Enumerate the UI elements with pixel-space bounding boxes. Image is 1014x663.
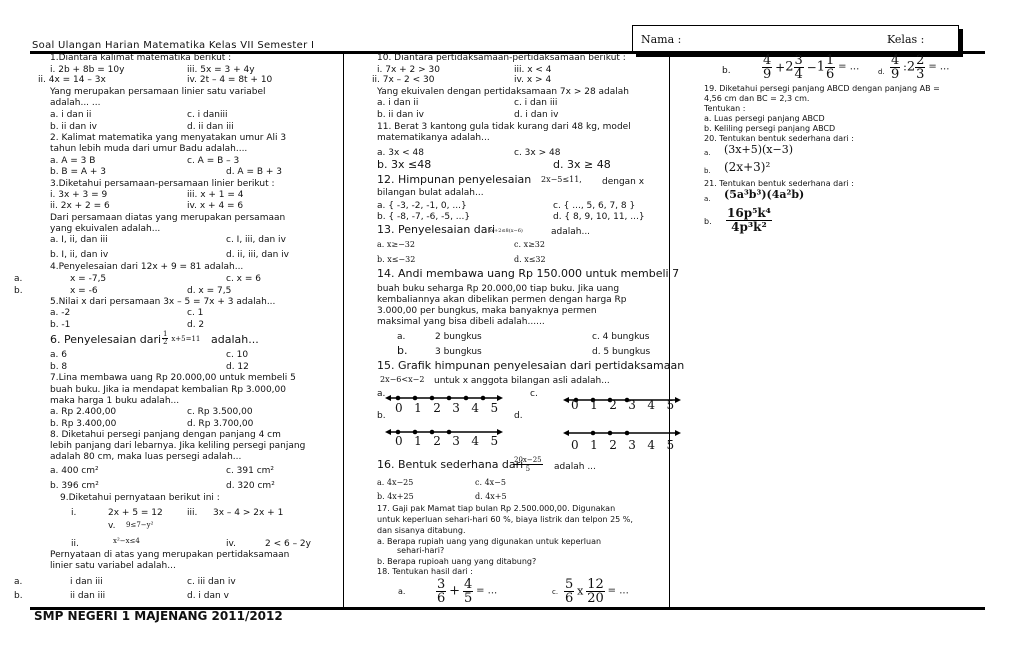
q10-stem-2: Yang ekuivalen dengan pertidaksamaan 7x > 28 adalah [377, 87, 629, 97]
q4-a-letter: a. [14, 274, 23, 284]
q18d-d1: 9 [891, 67, 900, 82]
numberline-d-labels [571, 440, 674, 450]
q18b-d2: 4 [794, 67, 803, 82]
q14-a-letter: a. [397, 332, 406, 342]
q7-a: a. Rp 2.400,00 [50, 407, 117, 417]
nl-a-2: 2 [433, 401, 441, 415]
q2-a: a. A = 3 B [50, 156, 96, 166]
q1-opt-iii: iii. 5x = 3 + 4y [187, 65, 255, 75]
nl-d-3: 3 [628, 438, 636, 452]
q18c-n2: 12 [587, 577, 604, 592]
q10-b: b. ii dan iv [377, 110, 424, 120]
q16-a: a. 4x−25 [377, 478, 414, 487]
q3-opt-ii: ii. 2x + 2 = 6 [50, 201, 110, 211]
nl-b-3: 3 [452, 434, 460, 448]
q21b-num: 16p⁵k⁴ [727, 206, 771, 220]
q18a-n1: 3 [437, 577, 446, 592]
q18a-op: + [449, 583, 461, 599]
name-label: Nama : [641, 33, 682, 46]
q18-b-expr: $\frac{4}{9}$ +2 $\frac{3}{4}$ −1 $\frac{1}{6}$ = ... [763, 53, 860, 82]
q18b-n3: 1 [826, 53, 835, 68]
column-divider-2 [669, 54, 670, 607]
q6-a: a. 6 [50, 350, 67, 360]
q18a-d1: 6 [437, 591, 446, 606]
q12-c: c. { ..., 5, 6, 7, 8 } [553, 201, 636, 211]
q5-d: d. 2 [187, 320, 205, 330]
q4-b: x = -6 [70, 286, 98, 296]
q8-b: b. 396 cm² [50, 481, 99, 491]
nl-a-0: 0 [395, 401, 403, 415]
nl-d-2: 2 [609, 438, 617, 452]
q10-stem: 10. Diantara pertidaksamaan-pertidaksamaan berikut : [377, 53, 626, 63]
q1-c: c. i daniii [187, 110, 228, 120]
q13-c: c. x≥32 [514, 240, 545, 249]
q18-c-letter: c. [552, 588, 559, 596]
q2-b: b. B = A + 3 [50, 167, 107, 177]
q4-c: c. x = 6 [226, 274, 261, 284]
q21-a-expr: (5a³b³)(4a²b) [724, 188, 805, 201]
numberline-c-labels [571, 400, 674, 410]
nl-d-4: 4 [647, 438, 656, 452]
q16-stem-2: adalah ... [554, 462, 596, 472]
q8-d: d. 320 cm² [226, 481, 275, 491]
q14-stem-5: maksimal yang bisa dibeli adalah...... [377, 317, 545, 327]
nl-b-1: 1 [414, 434, 422, 448]
q15-inequality: 2x−6<x−2 [380, 375, 425, 384]
q19-a: a. Luas persegi panjang ABCD [704, 114, 825, 123]
q11-a: a. 3x < 48 [377, 148, 425, 158]
q16-fraction [513, 456, 543, 473]
q10-a: a. i dan ii [377, 98, 419, 108]
q17-a: a. Berapa rupiah uang yang digunakan untuk keperluan [377, 537, 602, 546]
nl-d-5: 5 [666, 438, 675, 452]
q6-frac-den: 2 [163, 338, 168, 346]
q19-stem: 19. Diketahui persegi panjang ABCD dengan panjang AB = [704, 84, 940, 93]
q13-inequality: 6x+2≤8(x−6) [488, 228, 523, 234]
q9-iii: 3x – 4 > 2x + 1 [213, 508, 284, 518]
q20-a-expr: (3x+5)(x−3) [724, 143, 794, 156]
nl-c-2: 2 [609, 398, 617, 412]
q14-stem-4: 3.000,00 per bungkus, maka banyaknya permen [377, 306, 597, 316]
q13-b: b. x≤−32 [377, 255, 416, 264]
q8-stem-2: lebih panjang dari lebarnya. Jika keliling persegi panjang [50, 441, 306, 451]
q14-stem: 14. Andi membawa uang Rp 150.000 untuk membeli 7 [377, 267, 680, 280]
q18c-d2: 20 [587, 591, 604, 606]
q7-stem-3: maka harga 1 buku adalah... [50, 396, 180, 406]
nl-d-0: 0 [571, 438, 579, 452]
q11-c: c. 3x > 48 [514, 148, 561, 158]
q2-c: c. A = B – 3 [187, 156, 240, 166]
q4-b-letter: b. [14, 286, 23, 296]
q17-stem-3: dan sisanya ditabung. [377, 526, 466, 535]
q9-stem-3: linier satu variabel adalah... [50, 561, 176, 571]
q5-stem: 5.Nilai x dari persamaan 3x – 5 = 7x + 3 adalah... [50, 297, 276, 307]
q14-c: c. 4 bungkus [592, 332, 650, 342]
class-label: Kelas : [887, 33, 925, 46]
numberline-b-labels [395, 436, 498, 446]
q14-a: 2 bungkus [435, 332, 482, 342]
q9-ii-num: ii. [71, 539, 79, 549]
q21-a-letter: a. [704, 195, 711, 203]
q14-stem-2: buah buku seharga Rp 20.000,00 tiap buku. Jika uang [377, 284, 620, 294]
q3-opt-iii: iii. x + 1 = 4 [187, 190, 244, 200]
q18b-n1: 4 [763, 53, 772, 68]
q9-d: d. i dan v [187, 591, 229, 601]
q20-b-letter: b. [704, 167, 711, 175]
q18c-n1: 5 [565, 577, 574, 592]
q6-equation [162, 331, 200, 346]
q12-b: b. { -8, -7, -6, -5, ...} [377, 212, 471, 222]
q1-opt-i: i. 2b + 8b = 10y [50, 65, 125, 75]
q15-b: b. [377, 411, 386, 421]
q9-iv-num: iv. [226, 539, 236, 549]
q12-stem: 12. Himpunan penyelesaian [377, 173, 532, 186]
nl-a-3: 3 [452, 401, 460, 415]
q16-b: b. 4x+25 [377, 492, 414, 501]
q9-i-num: i. [71, 508, 77, 518]
nl-c-0: 0 [571, 398, 579, 412]
q17-stem: 17. Gaji pak Mamat tiap bulan Rp 2.500.000,00. Digunakan [377, 504, 616, 513]
q1-b: b. ii dan iv [50, 122, 97, 132]
q18-b-letter: b. [722, 66, 731, 76]
q18b-n2: 3 [794, 53, 803, 68]
q9-iv: 2 < 6 – 2y [265, 539, 311, 549]
q16-c: c. 4x−5 [475, 478, 506, 487]
q1-opt-ii: ii. 4x = 14 – 3x [38, 75, 106, 85]
q15-a: a. [377, 389, 386, 399]
q3-d: d. ii, iii, dan iv [226, 250, 289, 260]
column-divider-1 [343, 54, 344, 607]
q19-stem-3: Tentukan : [704, 104, 746, 113]
name-class-box [632, 25, 959, 53]
q17-b: b. Berapa rupioah uang yang ditabung? [377, 557, 537, 566]
nl-b-0: 0 [395, 434, 403, 448]
q18a-d2: 5 [463, 591, 473, 606]
document-title: Soal Ulangan Harian Matematika Kelas VII Semester I [32, 40, 315, 51]
q6-d: d. 12 [226, 362, 249, 372]
q1-d: d. ii dan iii [187, 122, 234, 132]
nl-c-1: 1 [590, 398, 598, 412]
q9-v: 9≤7−y² [126, 521, 154, 529]
q8-c: c. 391 cm² [226, 466, 275, 476]
q3-c: c. I, iii, dan iv [226, 235, 286, 245]
q14-b-letter: b. [397, 344, 408, 357]
q9-b: ii dan iii [70, 591, 106, 601]
q15-stem: 15. Grafik himpunan penyelesaian dari pertidaksamaan [377, 359, 685, 372]
q14-stem-3: kembaliannya akan dibelikan permen dengan harga Rp [377, 295, 627, 305]
q5-b: b. -1 [50, 320, 71, 330]
q12-inequality: 2x−5≤11, [541, 175, 582, 184]
q18a-equals: = ... [476, 585, 498, 597]
q6-frac-num: 1 [163, 330, 168, 338]
q3-stem-2: Dari persamaan diatas yang merupakan persamaan [50, 213, 286, 223]
q6-stem: 6. Penyelesaian dari [50, 333, 162, 346]
q7-d: d. Rp 3.700,00 [187, 419, 254, 429]
q9-stem: 9.Diketahui pernyataan berikut ini : [60, 493, 220, 503]
q6-b: b. 8 [50, 362, 68, 372]
q9-b-letter: b. [14, 591, 23, 601]
q12-stem-2: bilangan bulat adalah... [377, 188, 484, 198]
q18a-n2: 4 [463, 577, 473, 592]
q10-opt-i: i. 7x + 2 > 30 [377, 65, 440, 75]
q15-c: c. [530, 389, 538, 399]
q20-a-letter: a. [704, 149, 711, 157]
q1-stem-3: adalah... ... [50, 98, 101, 108]
q1-a: a. i dan ii [50, 110, 92, 120]
q2-stem-2: tahun lebih muda dari umur Badu adalah.... [50, 144, 248, 154]
nl-a-5: 5 [490, 401, 499, 415]
q7-c: c. Rp 3.500,00 [187, 407, 253, 417]
q19-stem-2: 4,56 cm dan BC = 2,3 cm. [704, 94, 810, 103]
q15-stem-2: untuk x anggota bilangan asli adalah... [434, 376, 610, 386]
q12-a: a. { -3, -2, -1, 0, ...} [377, 201, 467, 211]
q18d-d2: 3 [916, 67, 925, 82]
q18c-d1: 6 [565, 591, 574, 606]
q18b-d1: 9 [763, 67, 772, 82]
q7-stem: 7.Lina membawa uang Rp 20.000,00 untuk membeli 5 [50, 373, 296, 383]
q21-stem: 21. Tentukan bentuk sederhana dari : [704, 179, 854, 188]
q10-opt-iv: iv. x > 4 [514, 75, 552, 85]
nl-c-3: 3 [628, 398, 636, 412]
q18-a-expr [436, 578, 497, 605]
q2-d: d. A = B + 3 [226, 167, 283, 177]
q18d-n1: 4 [891, 53, 900, 68]
nl-a-4: 4 [471, 401, 480, 415]
nl-d-1: 1 [590, 438, 598, 452]
q18-c-expr [564, 578, 629, 605]
q11-d: d. 3x ≥ 48 [553, 158, 611, 171]
q20-b-expr: (2x+3)² [724, 160, 771, 174]
q10-d: d. i dan iv [514, 110, 559, 120]
q20-stem: 20. Tentukan bentuk sederhana dari : [704, 134, 854, 143]
q2-stem: 2. Kalimat matematika yang menyatakan umur Ali 3 [50, 133, 287, 143]
q11-stem-2: matematikanya adalah... [377, 133, 490, 143]
q15-d: d. [514, 411, 523, 421]
q13-d: d. x≤32 [514, 255, 546, 264]
q3-b: b. I, ii, dan iv [50, 250, 109, 260]
q16-d: d. 4x+5 [475, 492, 507, 501]
nl-b-2: 2 [433, 434, 441, 448]
q11-stem: 11. Berat 3 kantong gula tidak kurang dari 48 kg, model [377, 122, 631, 132]
q18c-equals: = ... [607, 585, 629, 597]
q3-opt-iv: iv. x + 4 = 6 [187, 201, 244, 211]
q9-iii-num: iii. [187, 508, 198, 518]
q6-expr: x+5=11 [171, 335, 201, 343]
q6-stem-2: adalah... [211, 333, 259, 346]
q21b-den: 4p³k² [731, 220, 767, 234]
q12-stem-b: dengan x [602, 177, 645, 187]
q1-stem-2: Yang merupakan persamaan linier satu variabel [50, 87, 266, 97]
q13-stem: 13. Penyelesaian dari [377, 223, 496, 236]
q16-num: 20x−25 [514, 456, 542, 464]
q18c-op: x [577, 584, 584, 598]
q13-a: a. x≥−32 [377, 240, 415, 249]
q21-b-letter: b. [704, 217, 712, 226]
q11-b: b. 3x ≤48 [377, 158, 432, 171]
q16-stem: 16. Bentuk sederhana dari [377, 458, 524, 471]
q18-a-letter: a. [398, 587, 406, 596]
q19-b: b. Keliling persegi panjang ABCD [704, 124, 836, 133]
q9-stem-2: Pernyataan di atas yang merupakan pertidaksamaan [50, 550, 290, 560]
q1-opt-iv: iv. 2t – 4 = 8t + 10 [187, 75, 273, 85]
q14-d: d. 5 bungkus [592, 347, 651, 357]
q13-stem-2: adalah... [551, 227, 591, 237]
q18-d-letter: d. [878, 68, 885, 76]
footer-school: SMP NEGERI 1 MAJENANG 2011/2012 [34, 609, 283, 623]
q7-stem-2: buah buku. Jika ia mendapat kembalian Rp 3.000,00 [50, 385, 286, 395]
nl-c-4: 4 [647, 398, 656, 412]
q10-opt-ii: ii. 7x – 2 < 30 [372, 75, 435, 85]
q10-c: c. i dan iii [514, 98, 558, 108]
q6-c: c. 10 [226, 350, 249, 360]
q8-stem-3: adalah 80 cm, maka luas persegi adalah... [50, 452, 242, 462]
q1-stem: 1.Diantara kalimat matematika berikut : [50, 53, 232, 63]
nl-c-5: 5 [666, 398, 675, 412]
q21-b-expr [726, 207, 772, 234]
q9-c: c. iii dan iv [187, 577, 236, 587]
q9-a-letter: a. [14, 577, 23, 587]
q18d-n2: 2 [916, 53, 925, 68]
q9-a: i dan iii [70, 577, 103, 587]
q5-c: c. 1 [187, 308, 204, 318]
q18b-w3: 1 [816, 59, 825, 75]
q3-stem-3: yang ekuivalen adalah... [50, 224, 161, 234]
q18-stem: 18. Tentukan hasil dari : [377, 567, 473, 576]
q18b-w2: 2 [785, 59, 794, 75]
q8-a: a. 400 cm² [50, 466, 99, 476]
q9-ii: x²−x≤4 [113, 537, 140, 545]
q18d-w2: 2 [906, 59, 916, 75]
q3-a: a. I, ii, dan iii [50, 235, 108, 245]
q4-d: d. x = 7,5 [187, 286, 232, 296]
q12-d: d. { 8, 9, 10, 11, ...} [553, 212, 645, 222]
q18-d-expr: $\frac{4}{9}$ :2 $\frac{2}{3}$ = ... [891, 53, 950, 82]
q18b-d3: 6 [826, 67, 835, 82]
q17-stem-2: untuk keperluan sehari-hari 60 %, biaya listrik dan telpon 25 %, [377, 515, 633, 524]
q3-opt-i: i. 3x + 3 = 9 [50, 190, 108, 200]
q5-a: a. -2 [50, 308, 71, 318]
q9-v-num: v. [108, 521, 116, 531]
q14-b: 3 bungkus [435, 347, 482, 357]
q10-opt-iii: iii. x < 4 [514, 65, 552, 75]
q18b-equals: = ... [838, 61, 860, 73]
nl-a-1: 1 [414, 401, 422, 415]
nl-b-5: 5 [490, 434, 499, 448]
q17-a-2: sehari-hari? [397, 546, 445, 555]
q7-b: b. Rp 3.400,00 [50, 419, 117, 429]
numberline-a-labels [395, 403, 498, 413]
nl-b-4: 4 [471, 434, 480, 448]
q9-i: 2x + 5 = 12 [108, 508, 163, 518]
q4-a: x = -7,5 [70, 274, 107, 284]
q16-den: 5 [525, 465, 531, 473]
q4-stem: 4.Penyelesaian dari 12x + 9 = 81 adalah... [50, 262, 244, 272]
q3-stem: 3.Diketahui persamaan-persamaan linier berikut : [50, 179, 275, 189]
q8-stem: 8. Diketahui persegi panjang dengan panjang 4 cm [50, 430, 281, 440]
q18d-equals: = ... [928, 61, 950, 73]
